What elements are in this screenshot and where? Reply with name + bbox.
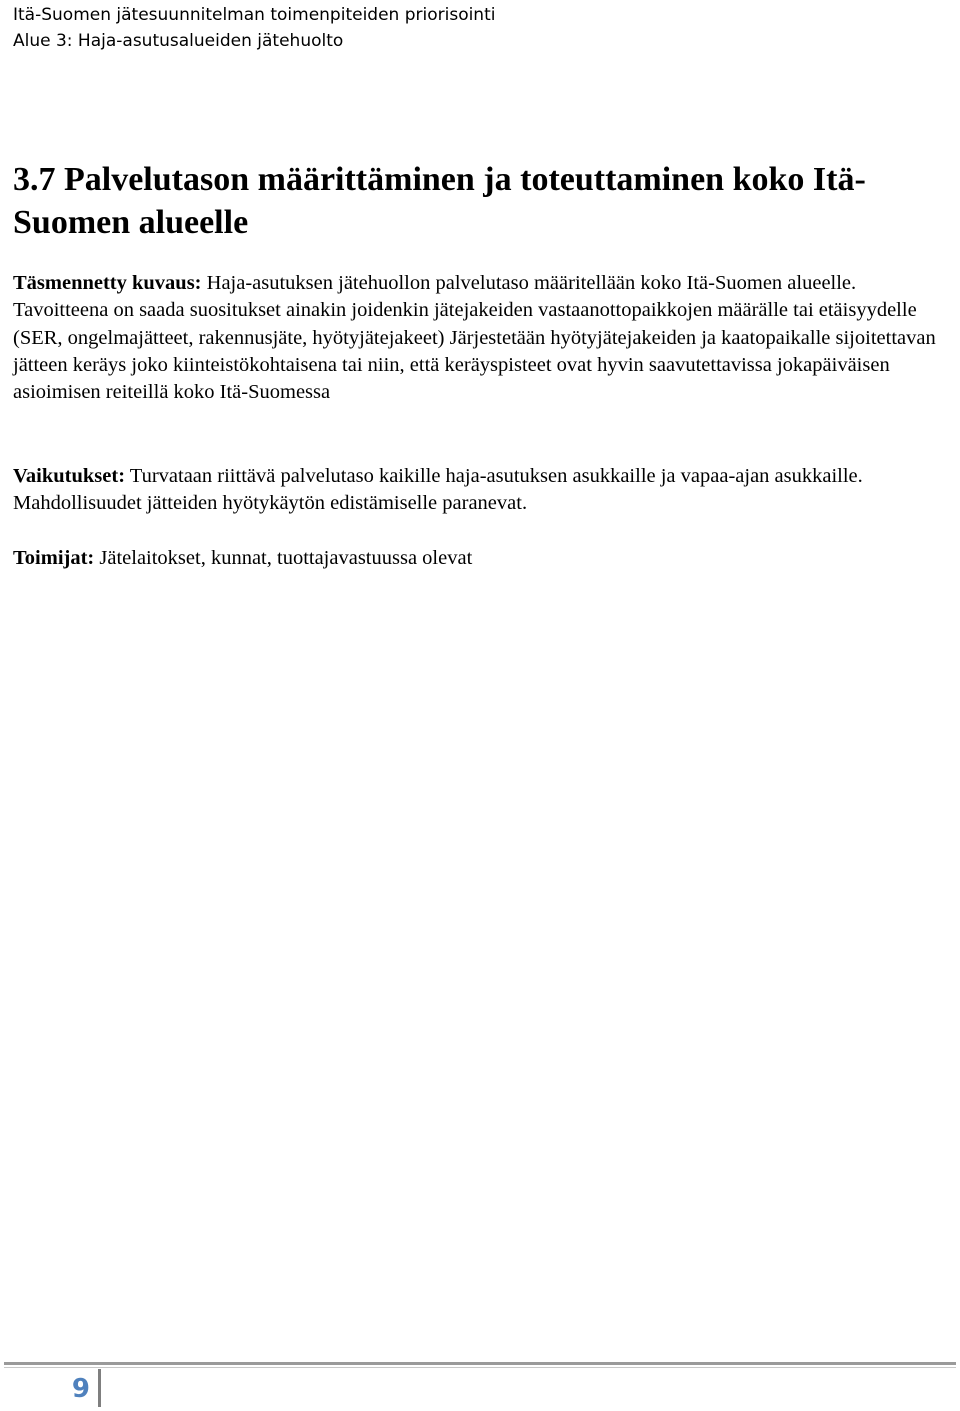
running-header-subtitle: Alue 3: Haja-asutusalueiden jätehuolto <box>13 31 344 51</box>
footer-rule <box>4 1362 956 1365</box>
effects-text: Turvataan riittävä palvelutaso kaikille haja-asutuksen asukkaille ja vapaa-ajan asukkaille. Mahdollisuudet jätteiden hyötykäytön edistämiselle paranevat. <box>13 465 863 515</box>
description-text: Haja-asutuksen jätehuollon palvelutaso määritellään koko Itä-Suomen alueelle. Tavoitteena on saada suositukset ainakin joidenkin jätejakeiden vastaanottopaikkojen määrälle tai etäisyydelle (SER, ongelmajätteet, rakennusjäte, hyötyjätejakeet) Järjestetään hyötyjätejakeiden ja kaatopaikalle sijoitettavan jätteen keräys joko kiinteistökohtaisena tai niin, että keräyspisteet ovat hyvin saavutettavissa jokapäiväisen asioimisen reiteillä koko Itä-Suomessa <box>13 272 936 404</box>
actors-paragraph <box>13 545 948 572</box>
actors-label: Toimijat: <box>13 547 95 569</box>
running-header <box>13 2 495 54</box>
effects-paragraph <box>13 463 948 518</box>
footer-rule-thin <box>4 1367 956 1368</box>
page-number-divider <box>98 1369 101 1407</box>
section-heading: 3.7 Palvelutason määrittäminen ja toteuttaminen koko Itä-Suomen alueelle <box>13 161 866 241</box>
actors-text: Jätelaitokset, kunnat, tuottajavastuussa olevat <box>94 547 473 569</box>
running-header-title: Itä-Suomen jätesuunnitelman toimenpiteiden priorisointi <box>13 5 496 25</box>
effects-label: Vaikutukset: <box>13 465 126 487</box>
description-label: Täsmennetty kuvaus: <box>13 272 202 294</box>
description-paragraph <box>13 270 948 406</box>
page-number: 9 <box>71 1374 90 1404</box>
